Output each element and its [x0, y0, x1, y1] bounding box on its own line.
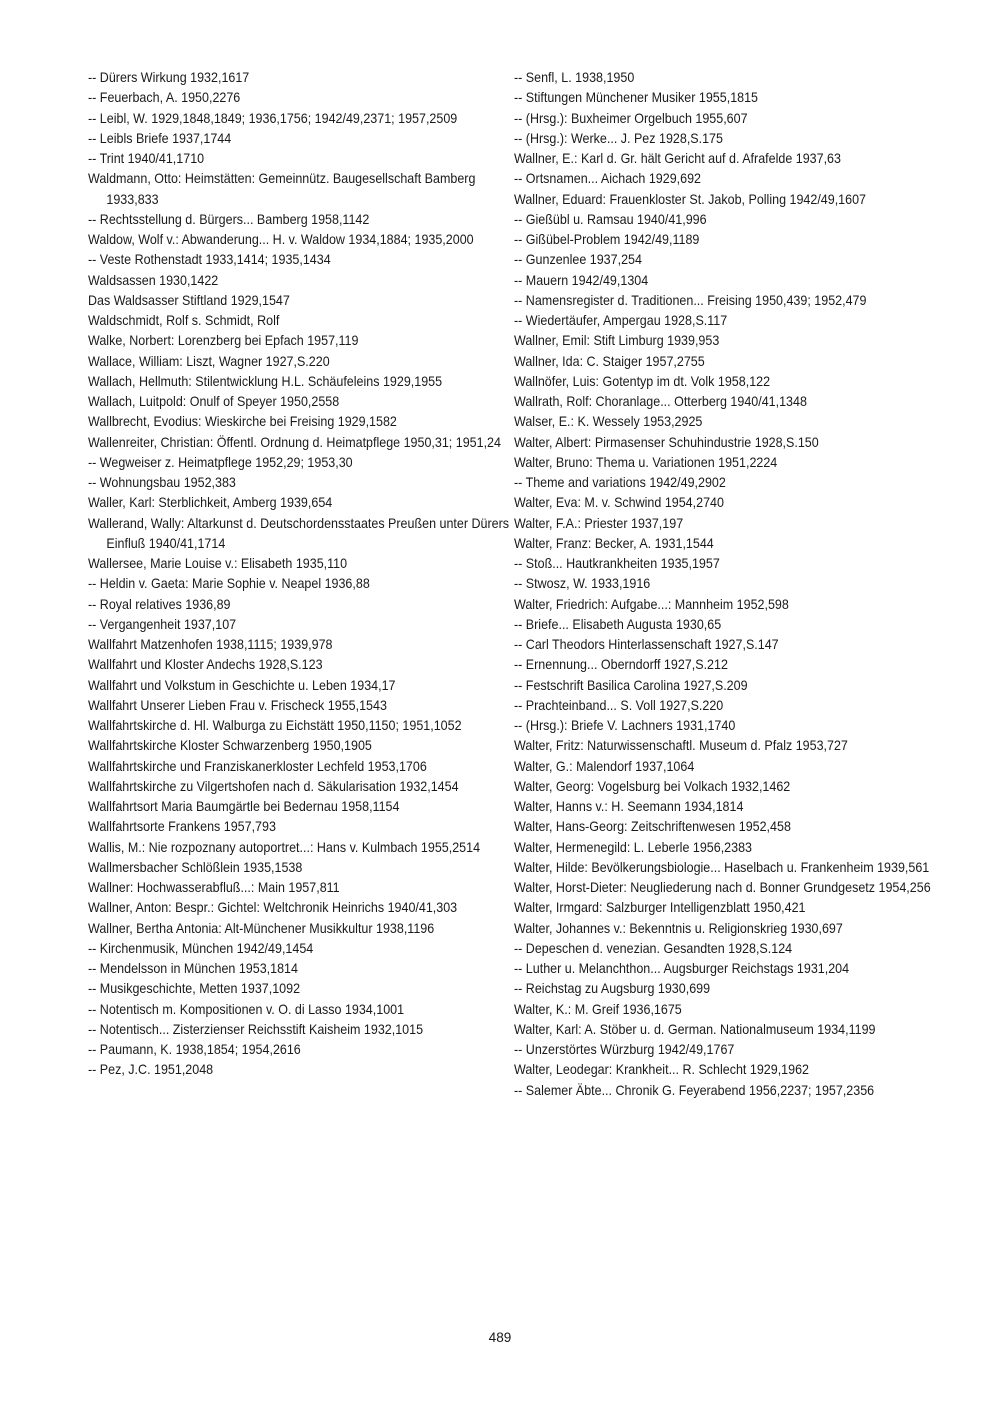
index-entry: Walter, Johannes v.: Bekenntnis u. Religionskrieg 1930,697 [514, 920, 843, 936]
index-entry: Wallach, Luitpold: Onulf of Speyer 1950,2558 [88, 394, 340, 409]
index-entry: -- Unzerstörtes Würzburg 1942/49,1767 [514, 1042, 735, 1057]
index-entry: -- Theme and variations 1942/49,2902 [514, 475, 726, 490]
left-column [88, 68, 510, 1081]
index-entry: Wallfahrt und Volkstum in Geschichte u. Leben 1934,17 [88, 677, 396, 693]
index-entry: Wallenreiter, Christian: Öffentl. Ordnung d. Heimatpflege 1950,31; 1951,24 [88, 434, 501, 450]
index-entry: Wallace, William: Liszt, Wagner 1927,S.220 [88, 353, 330, 369]
index-entry: Waldschmidt, Rolf s. Schmidt, Rolf [88, 313, 280, 328]
index-entry: -- Salemer Äbte... Chronik G. Feyerabend 1956,2237; 1957,2356 [514, 1082, 875, 1098]
index-entry: -- Royal relatives 1936,89 [88, 596, 231, 612]
index-entry: -- Depeschen d. venezian. Gesandten 1928,S.124 [514, 940, 793, 956]
index-entry: Walter, Hans-Georg: Zeitschriftenwesen 1952,458 [514, 819, 791, 835]
index-entry: -- Namensregister d. Traditionen... Freising 1950,439; 1952,479 [514, 292, 867, 308]
index-entry: Das Waldsasser Stiftland 1929,1547 [88, 292, 290, 308]
index-entry: Wallrath, Rolf: Choranlage... Otterberg 1940/41,1348 [514, 394, 807, 409]
index-entry: Wallner, E.: Karl d. Gr. hält Gericht auf d. Afrafelde 1937,63 [514, 151, 841, 166]
index-entry: Wallner: Hochwasserabfluß...: Main 1957,811 [88, 880, 340, 895]
index-entry: -- Rechtsstellung d. Bürgers... Bamberg 1958,1142 [88, 211, 370, 227]
index-entry: Walter, Irmgard: Salzburger Intelligenzblatt 1950,421 [514, 900, 806, 916]
page-number: 489 [488, 1330, 512, 1345]
index-entry: Walter, Hermenegild: L. Leberle 1956,2383 [514, 839, 753, 855]
index-entry: Wallner, Ida: C. Staiger 1957,2755 [514, 353, 705, 369]
index-entry: Walter, F.A.: Priester 1937,197 [514, 515, 684, 531]
index-entry: -- Mendelsson in München 1953,1814 [88, 961, 298, 976]
index-entry: Walter, Bruno: Thema u. Variationen 1951,2224 [514, 454, 778, 470]
index-entry: -- Prachteinband... S. Voll 1927,S.220 [514, 697, 724, 713]
index-entry: -- Notentisch m. Kompositionen v. O. di Lasso 1934,1001 [88, 1001, 405, 1017]
index-entry: -- Carl Theodors Hinterlassenschaft 1927,S.147 [514, 637, 779, 652]
index-entry: Walter, Albert: Pirmasenser Schuhindustrie 1928,S.150 [514, 434, 819, 450]
index-entry: Wallersee, Marie Louise v.: Elisabeth 1935,110 [88, 556, 348, 571]
index-entry: -- Wegweiser z. Heimatpflege 1952,29; 1953,30 [88, 454, 353, 470]
index-entry: -- Stwosz, W. 1933,1916 [514, 576, 651, 592]
index-entry: -- Trint 1940/41,1710 [88, 151, 205, 166]
index-entry: Walter, Friedrich: Aufgabe...: Mannheim 1952,598 [514, 596, 789, 612]
index-entry: Wallbrecht, Evodius: Wieskirche bei Freising 1929,1582 [88, 414, 397, 430]
index-entry: Walter, Hanns v.: H. Seemann 1934,1814 [514, 799, 744, 814]
index-entry: -- Wiedertäufer, Ampergau 1928,S.117 [514, 313, 728, 328]
index-entry: -- Luther u. Melanchthon... Augsburger Reichstags 1931,204 [514, 961, 850, 976]
index-entry: -- Pez, J.C. 1951,2048 [88, 1062, 214, 1078]
index-entry: Wallfahrtskirche d. Hl. Walburga zu Eichstätt 1950,1150; 1951,1052 [88, 718, 462, 733]
index-entry: Wallner, Anton: Bespr.: Gichtel: Weltchronik Heinrichs 1940/41,303 [88, 900, 458, 916]
index-entry: -- Kirchenmusik, München 1942/49,1454 [88, 940, 314, 956]
index-entry: Wallfahrtskirche zu Vilgertshofen nach d. Säkularisation 1932,1454 [88, 778, 459, 794]
index-entry: -- Ernennung... Oberndorff 1927,S.212 [514, 657, 728, 673]
index-entry: Walter, Franz: Becker, A. 1931,1544 [514, 535, 714, 551]
index-entry: Walter, Leodegar: Krankheit... R. Schlecht 1929,1962 [514, 1062, 810, 1078]
index-entry: -- Senfl, L. 1938,1950 [514, 70, 635, 85]
index-entry: Wallfahrtskirche Kloster Schwarzenberg 1950,1905 [88, 738, 372, 754]
index-entry: -- (Hrsg.): Werke... J. Pez 1928,S.175 [514, 130, 723, 146]
index-entry: Waldow, Wolf v.: Abwanderung... H. v. Waldow 1934,1884; 1935,2000 [88, 232, 474, 247]
index-entry: Walter, Fritz: Naturwissenschaftl. Museum d. Pfalz 1953,727 [514, 738, 848, 754]
index-entry: Walter, Georg: Vogelsburg bei Volkach 1932,1462 [514, 778, 791, 794]
index-entry: -- Festschrift Basilica Carolina 1927,S.209 [514, 677, 748, 693]
index-entry: -- Feuerbach, A. 1950,2276 [88, 90, 241, 106]
index-entry: Wallmersbacher Schlößlein 1935,1538 [88, 859, 303, 875]
index-entry: Walter, Eva: M. v. Schwind 1954,2740 [514, 495, 724, 511]
index-entry: Wallner, Emil: Stift Limburg 1939,953 [514, 333, 720, 349]
index-entry: Wallfahrtsorte Frankens 1957,793 [88, 819, 276, 835]
index-entry: Wallfahrtskirche und Franziskanerkloster Lechfeld 1953,1706 [88, 758, 427, 774]
index-entry: Wallnöfer, Luis: Gotentyp im dt. Volk 1958,122 [514, 373, 771, 389]
index-entry: Walter, Hilde: Bevölkerungsbiologie... Haselbach u. Frankenheim 1939,561 [514, 859, 930, 875]
index-entry: Wallerand, Wally: Altarkunst d. Deutschordensstaates Preußen unter Dürers Einfluß 1940/41,1714 [88, 515, 510, 551]
index-entry: Waldsassen 1930,1422 [88, 272, 219, 288]
index-entry: -- Heldin v. Gaeta: Marie Sophie v. Neapel 1936,88 [88, 576, 370, 592]
index-entry: Walter, Horst-Dieter: Neugliederung nach d. Bonner Grundgesetz 1954,256 [514, 880, 931, 895]
index-entry: -- Mauern 1942/49,1304 [514, 272, 649, 288]
index-entry: -- (Hrsg.): Briefe V. Lachners 1931,1740 [514, 718, 736, 733]
right-column [514, 68, 934, 1101]
index-entry: -- Gießübl u. Ramsau 1940/41,996 [514, 211, 707, 227]
index-entry: -- Veste Rothenstadt 1933,1414; 1935,1434 [88, 252, 331, 268]
index-entry: -- Reichstag zu Augsburg 1930,699 [514, 981, 711, 997]
index-entry: -- Dürers Wirkung 1932,1617 [88, 70, 250, 85]
index-entry: -- Stoß... Hautkrankheiten 1935,1957 [514, 556, 720, 571]
index-entry: -- Briefe... Elisabeth Augusta 1930,65 [514, 616, 722, 632]
index-entry: -- (Hrsg.): Buxheimer Orgelbuch 1955,607 [514, 110, 748, 126]
index-entry: Walke, Norbert: Lorenzberg bei Epfach 1957,119 [88, 333, 359, 349]
index-entry: -- Musikgeschichte, Metten 1937,1092 [88, 981, 301, 997]
index-entry: -- Stiftungen Münchener Musiker 1955,1815 [514, 90, 759, 106]
index-entry: -- Gißübel-Problem 1942/49,1189 [514, 232, 700, 247]
index-entry: Walser, E.: K. Wessely 1953,2925 [514, 414, 703, 430]
index-entry: -- Leibl, W. 1929,1848,1849; 1936,1756; 1942/49,2371; 1957,2509 [88, 110, 458, 126]
index-entry: -- Wohnungsbau 1952,383 [88, 475, 236, 490]
index-entry: Waldmann, Otto: Heimstätten: Gemeinnütz. Baugesellschaft Bamberg 1933,833 [88, 171, 476, 207]
index-entry: Wallfahrt Matzenhofen 1938,1115; 1939,978 [88, 637, 333, 652]
index-entry: -- Paumann, K. 1938,1854; 1954,2616 [88, 1042, 301, 1057]
index-entry: Wallach, Hellmuth: Stilentwicklung H.L. Schäufeleins 1929,1955 [88, 373, 443, 389]
index-entry: Waller, Karl: Sterblichkeit, Amberg 1939,654 [88, 495, 333, 511]
index-entry: -- Vergangenheit 1937,107 [88, 616, 237, 632]
index-entry: Wallner, Eduard: Frauenkloster St. Jakob, Polling 1942/49,1607 [514, 191, 867, 207]
index-entry: Wallner, Bertha Antonia: Alt-Münchener Musikkultur 1938,1196 [88, 920, 435, 936]
index-entry: Wallfahrt und Kloster Andechs 1928,S.123 [88, 657, 323, 673]
index-entry: -- Leibls Briefe 1937,1744 [88, 130, 232, 146]
index-entry: Walter, Karl: A. Stöber u. d. German. Nationalmuseum 1934,1199 [514, 1021, 876, 1037]
index-entry: -- Ortsnamen... Aichach 1929,692 [514, 171, 702, 187]
index-entry: Wallis, M.: Nie rozpoznany autoportret...: Hans v. Kulmbach 1955,2514 [88, 839, 481, 855]
index-entry: -- Gunzenlee 1937,254 [514, 252, 642, 268]
index-entry: Walter, K.: M. Greif 1936,1675 [514, 1001, 682, 1017]
index-entry: Wallfahrtsort Maria Baumgärtle bei Bedernau 1958,1154 [88, 799, 400, 814]
index-entry: -- Notentisch... Zisterzienser Reichsstift Kaisheim 1932,1015 [88, 1021, 424, 1037]
index-entry: Walter, G.: Malendorf 1937,1064 [514, 758, 695, 774]
index-entry: Wallfahrt Unserer Lieben Frau v. Frischeck 1955,1543 [88, 697, 387, 713]
